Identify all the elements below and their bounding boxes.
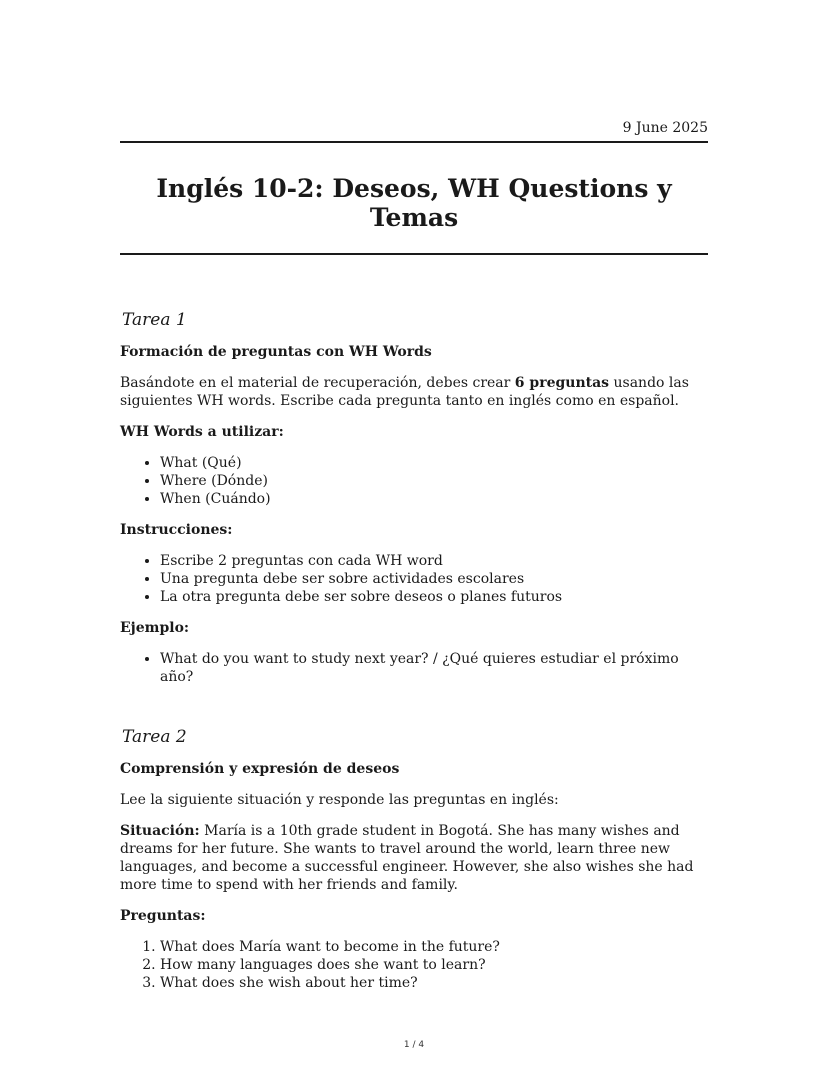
situation-paragraph	[120, 822, 708, 894]
header-rule-bottom	[120, 253, 708, 255]
header-rule-top	[120, 141, 708, 143]
page-number: 1 / 4	[403, 1040, 425, 1050]
list-item: 1. What does María want to become in the future?	[160, 938, 708, 956]
list-item: • What (Qué)	[160, 454, 708, 472]
tarea-1-title: Tarea 1	[122, 310, 187, 330]
list-item: • When (Cuándo)	[160, 490, 708, 508]
situation-text: María is a 10th grade student in Bogotá. She has many wishes and dreams for her future. She wants to travel around the world, learn three new languages, and become a successful engineer. However, she also wishes she had more time to spend with her friends and family.	[120, 823, 694, 893]
intro-text-before: Basándote en el material de recuperación, debes crear	[120, 375, 515, 391]
questions-list	[120, 938, 708, 992]
tarea-2-intro: Lee la siguiente situación y responde las preguntas en inglés:	[120, 792, 559, 808]
wh-words-label: WH Words a utilizar:	[120, 424, 284, 440]
situation-label: Situación:	[120, 823, 200, 839]
intro-text-bold: 6 preguntas	[514, 375, 610, 391]
tarea-2-subtitle: Comprensión y expresión de deseos	[120, 761, 400, 777]
tarea-1-intro	[120, 374, 708, 410]
list-item: 2. How many languages does she want to learn?	[160, 956, 708, 974]
example-label: Ejemplo:	[120, 620, 190, 636]
list-item: • Where (Dónde)	[160, 472, 708, 490]
document-title: Inglés 10-2: Deseos, WH Questions y Temas	[156, 174, 672, 232]
list-item: • La otra pregunta debe ser sobre deseos o planes futuros	[160, 588, 708, 606]
questions-label: Preguntas:	[120, 908, 206, 924]
document-date: 9 June 2025	[622, 120, 708, 136]
tarea-2-section	[120, 727, 708, 992]
list-item: 3. What does she wish about her time?	[160, 974, 708, 992]
tarea-2-title: Tarea 2	[122, 727, 187, 747]
list-item: • Escribe 2 preguntas con cada WH word	[160, 552, 708, 570]
instructions-label: Instrucciones:	[120, 522, 233, 538]
list-item: • Una pregunta debe ser sobre actividades escolares	[160, 570, 708, 588]
wh-words-list	[120, 454, 708, 508]
intro-text-after: usando las siguientes WH words. Escribe cada pregunta tanto en inglés como en español.	[120, 375, 689, 409]
tarea-1-section	[120, 310, 708, 686]
tarea-1-subtitle: Formación de preguntas con WH Words	[120, 344, 432, 360]
instructions-list	[120, 552, 708, 606]
example-list	[120, 650, 708, 686]
list-item: • What do you want to study next year? / ¿Qué quieres estudiar el próximo año?	[160, 650, 708, 686]
